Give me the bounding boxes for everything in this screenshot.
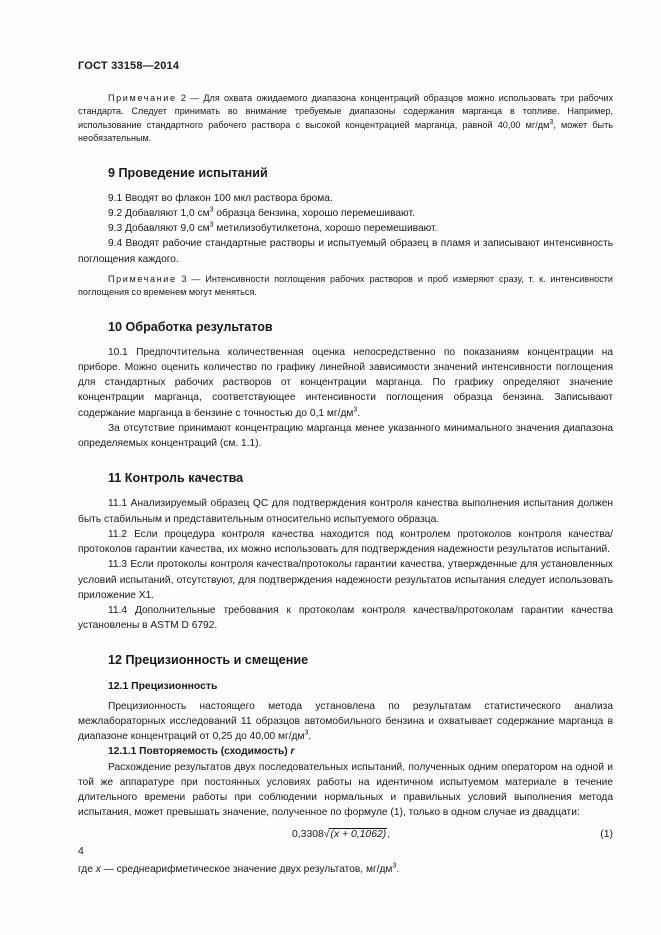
subsection-12-1-1-heading: 12.1.1 Повторяемость (сходимость) r: [108, 746, 295, 758]
section-10-heading: 10 Обработка результатов: [108, 319, 273, 334]
clause-9-4: 9.4 Вводят рабочие стандартные растворы и испытуемый образец в пламя и записывают интенсивность поглощения каждого.: [78, 238, 613, 265]
section-9-heading: 9 Проведение испытаний: [108, 165, 268, 180]
section-12-heading: 12 Прецизионность и смещение: [108, 653, 309, 668]
section-11-heading: 11 Контроль качества: [108, 471, 244, 486]
note-3: Примечание 3 — Интенсивности поглощения рабочих растворов и проб измеряют сразу, т. к. интенсивности поглощения со временем могут меняться.: [78, 273, 613, 298]
clause-11-1: 11.1 Анализируемый образец QC для подтверждения контроля качества выполнения испытания должен быть стабильным и представительным относительно испытуемого образца.: [78, 498, 613, 525]
note-2: Примечание 2 — Для охвата ожидаемого диапазона концентраций образцов можно использовать три рабочих стандарта. Следует принимать во внимание требуемые диапазоны содержания марганца в топливе. Например, использование стандартного рабочего раствора с высокой концентрацией марганца, равной 40,00 $мг/дм^3$, может быть необязательным.: [78, 93, 613, 144]
clause-11-4: 11.4 Дополнительные требования к протоколам контроля качества/протоколам гарантии качества установлены в ASTM D 6792.: [78, 604, 613, 632]
formula-number: (1): [600, 829, 613, 841]
subsection-12-1-heading: 12.1 Прецизионность: [108, 680, 218, 692]
formula-where-clause: где x — среднеарифметическое значение двух результатов, $мг/дм^3$.: [78, 862, 400, 876]
clause-12-1-1-text: Расхождение результатов двух последовательных испытаний, полученных одним оператором на одной и той же аппаратуре при постоянных условиях работы на идентичном испытуемом материале в течение длительного времени работы при соблюдении нормальных и правильных условий выполнения метода испытания, может превышать значение, полученное по формуле (1), только в одном случае из двадцати:: [78, 761, 613, 819]
clause-10-2: За отсутствие принимают концентрацию марганца менее указанного минимального значения диапазона определяемых концентраций (см. 1.1).: [78, 422, 613, 450]
document-body: [78, 92, 613, 878]
clause-11-3: 11.3 Если протоколы контроля качества/протоколы гарантии качества, утвержденные для установленных условий испытаний, отсутствуют, для подтверждения надежности результатов испытания следует использовать приложение Х1.: [78, 559, 613, 601]
clause-12-1-text: Прецизионность настоящего метода установлена по результатам статистического анализа межлабораторных исследований 11 образцов автомобильного бензина и охватывает содержание марганца в диапазоне концентраций от 0,25 до 40,00 $мг/дм^3$.: [78, 700, 613, 743]
document-header: ГОСТ 33158—2014: [78, 60, 180, 72]
clause-9-2: 9.2 Добавляют 1,0 $см^3$ образца бензина, хорошо перемешивают.: [108, 206, 415, 220]
note-label: Примечание: [108, 93, 177, 103]
clause-9-1: 9.1 Вводят во флакон 100 мкл раствора брома.: [108, 192, 333, 204]
formula-expression: 0,3308√(x + 0,1062),: [292, 829, 391, 841]
page-number: 4: [78, 845, 84, 857]
clause-11-2: 11.2 Если процедура контроля качества находится под контролем протоколов контроля качества/протоколов гарантии качества, их можно использовать для подтверждения надежности результатов испытаний.: [78, 528, 613, 556]
clause-10-1: 10.1 Предпочтительна количественная оценка непосредственно по показаниям концентрации на приборе. Можно оценить количество по графику линейной зависимости значений интенсивности поглощения для стандартных рабочих растворов от концентрации марганца. По графику определяют значение концентрации марганца, соответствующее интенсивности поглощения образца бензина. Записывают содержание марганца в бензине с точностью до 0,1 $мг/дм^3$.: [78, 346, 613, 419]
formula-1: [78, 820, 613, 850]
clause-9-3: 9.3 Добавляют 9,0 $см^3$ метилизобутилкетона, хорошо перемешивают.: [108, 221, 438, 235]
